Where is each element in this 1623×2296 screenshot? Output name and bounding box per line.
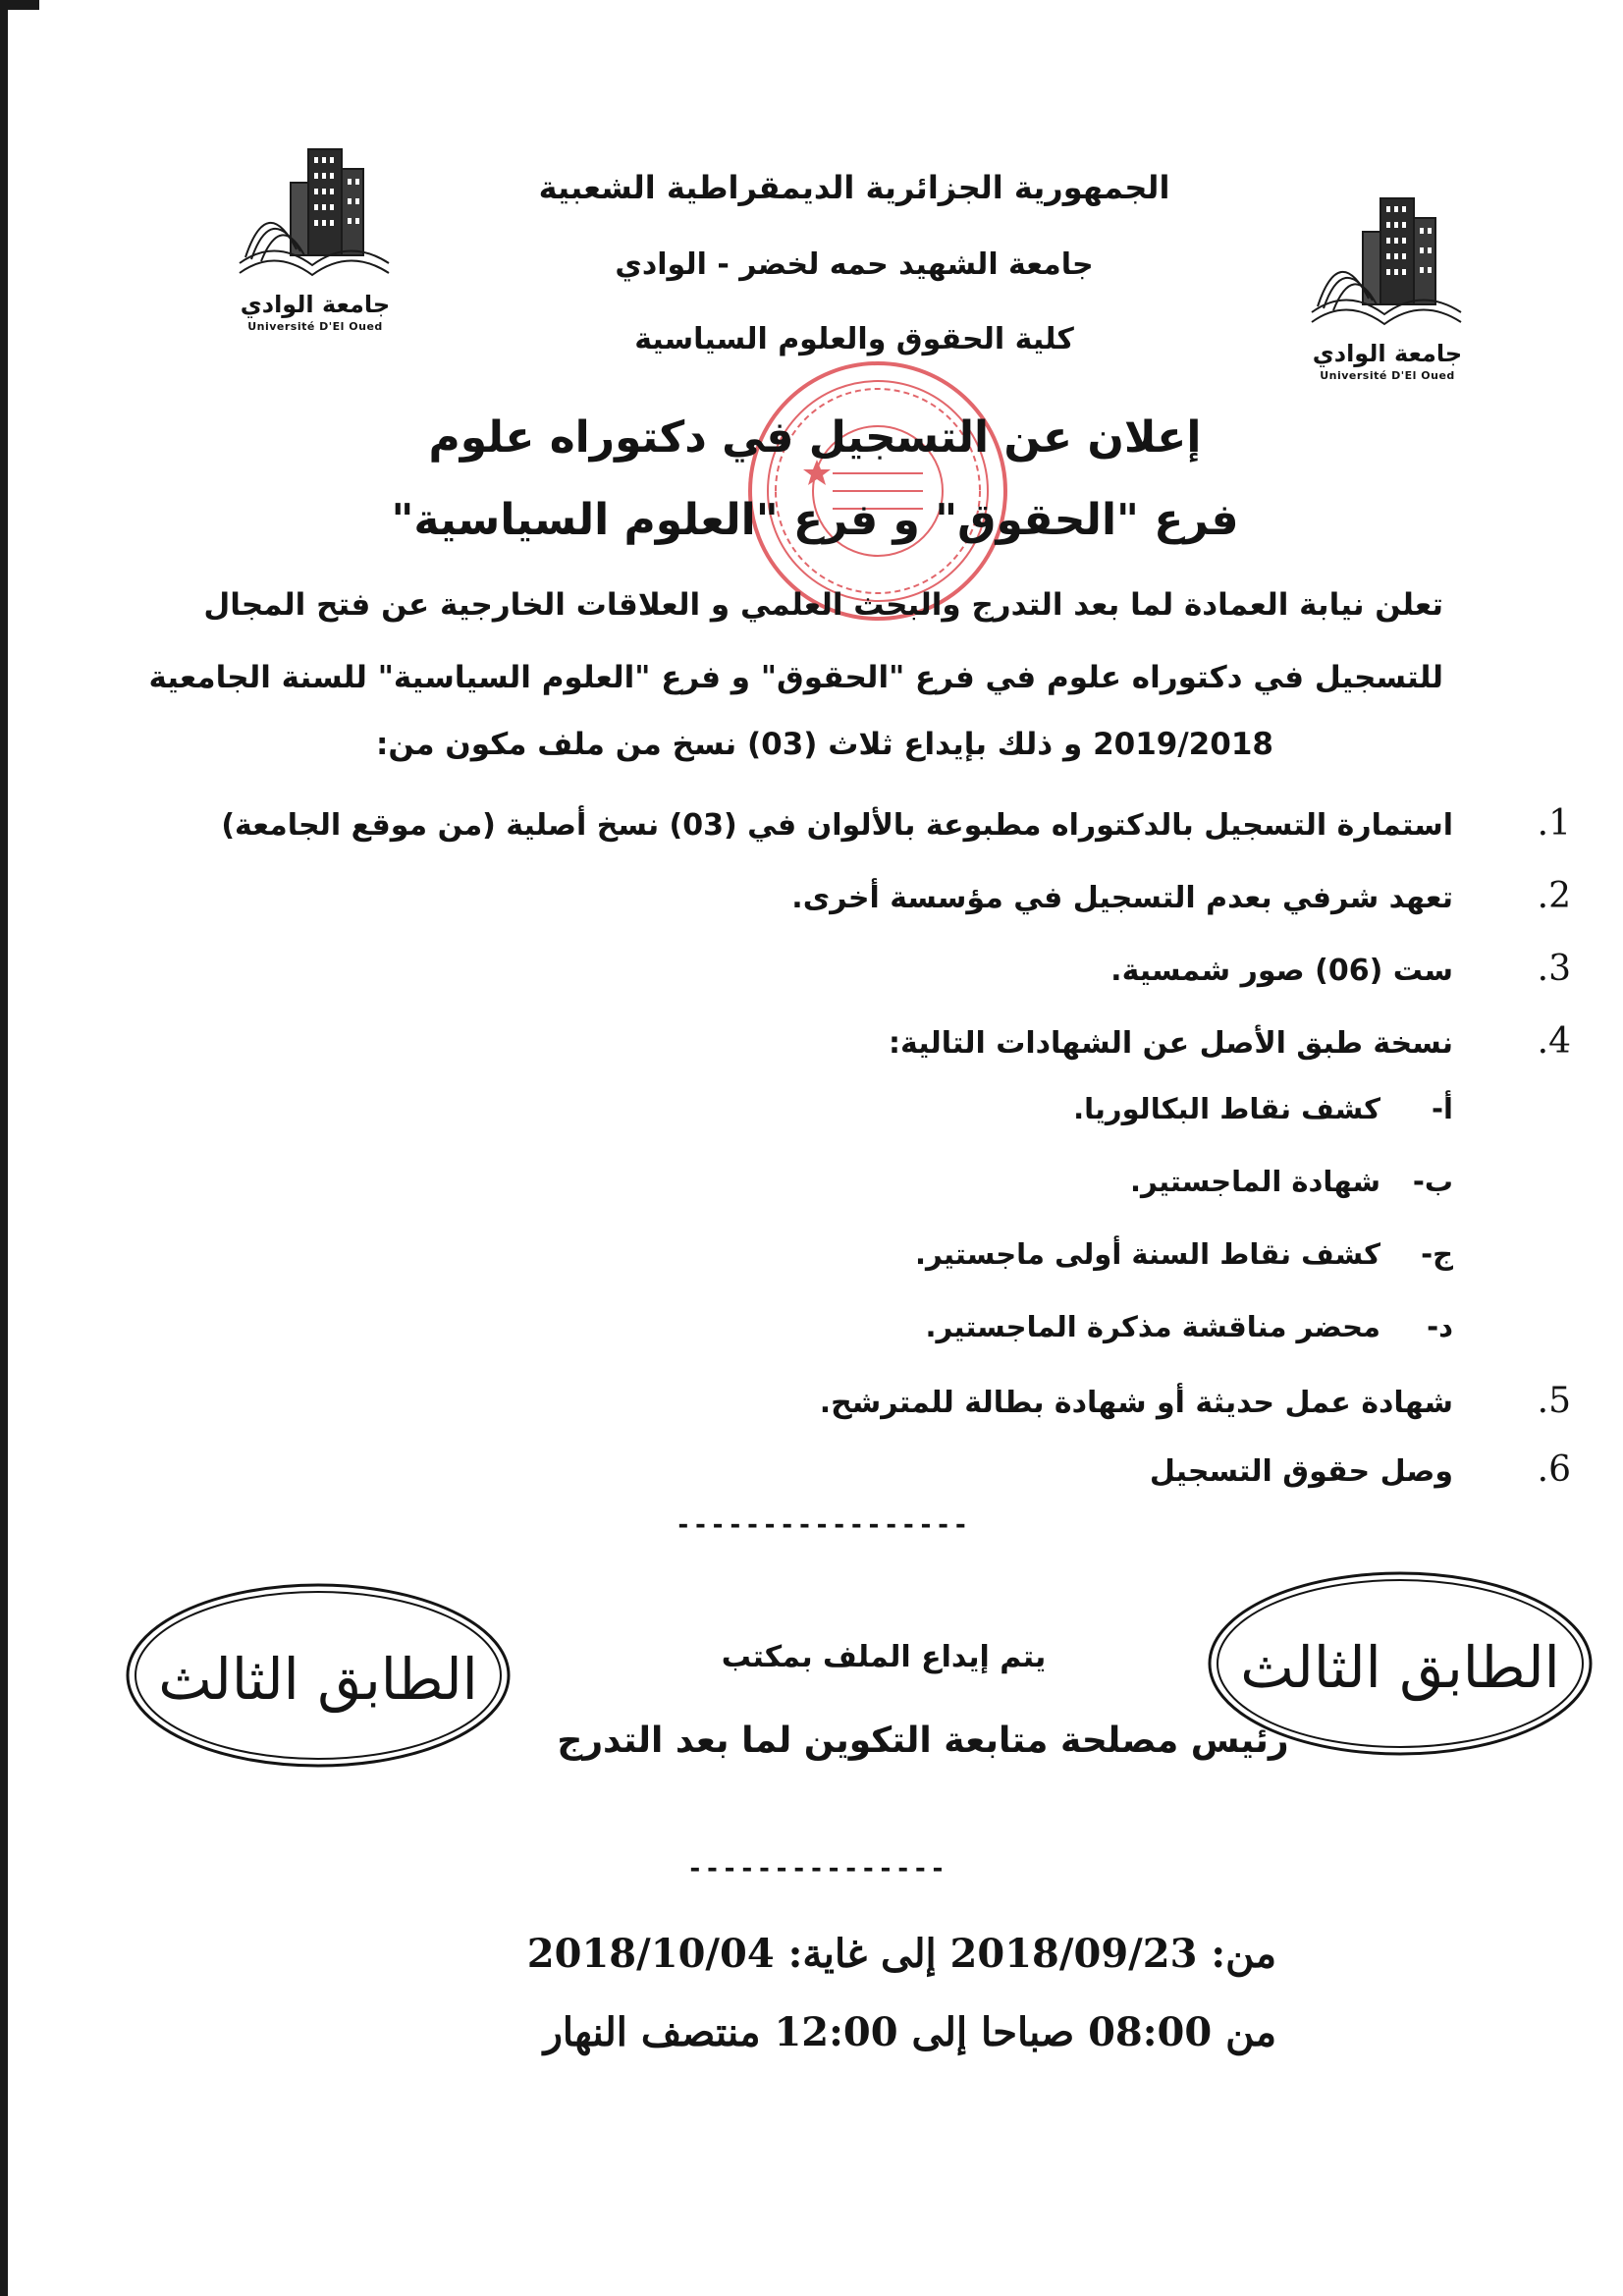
republic-name: الجمهورية الجزائرية الديمقراطية الشعبية	[538, 169, 1170, 206]
sub-item-text: شهادة الماجستير.	[1130, 1165, 1380, 1198]
list-item-text: تعهد شرفي بعدم التسجيل في مؤسسة أخرى.	[791, 881, 1453, 915]
building-logo-icon	[1304, 192, 1471, 340]
intro-line: للتسجيل في دكتوراه علوم في فرع "الحقوق" و فرع "العلوم السياسية" للسنة الجامعية	[148, 660, 1443, 695]
logo-french-name: Université D'El Oued	[247, 320, 383, 333]
list-item-number: 2.	[1537, 876, 1571, 916]
list-item-number: 4.	[1537, 1021, 1571, 1062]
list-item-text: ست (06) صور شمسية.	[1110, 954, 1453, 988]
announcement-subtitle: فرع "الحقوق" و فرع "العلوم السياسية"	[391, 495, 1239, 545]
divider: -----------------	[676, 1510, 971, 1540]
list-item-number: 3.	[1537, 949, 1571, 989]
scan-corner	[0, 0, 39, 10]
sub-list-item	[157, 1237, 1571, 1271]
logo-french-name: Université D'El Oued	[1320, 369, 1455, 382]
announcement-title: إعلان عن التسجيل في دكتوراه علوم	[428, 412, 1202, 463]
list-item-text: وصل حقوق التسجيل	[1149, 1454, 1453, 1489]
sub-list-item	[157, 1165, 1571, 1198]
faculty-name: كلية الحقوق والعلوم السياسية	[634, 322, 1074, 356]
list-item-number: 5.	[1537, 1381, 1571, 1421]
list-item-number: 1.	[1537, 803, 1571, 844]
intro-line: 2019/2018 و ذلك بإيداع ثلاث (03) نسخ من ملف مكون من:	[376, 727, 1273, 762]
scan-edge	[0, 0, 8, 2296]
list-item-text: نسخة طبق الأصل عن الشهادات التالية:	[889, 1026, 1453, 1061]
sub-item-letter: ب-	[1412, 1165, 1453, 1198]
sub-item-letter: د-	[1427, 1310, 1453, 1343]
list-item-text: استمارة التسجيل بالدكتوراه مطبوعة بالألوان في (03) نسخ أصلية (من موقع الجامعة)	[221, 808, 1453, 843]
list-item-number: 6.	[1537, 1449, 1571, 1490]
university-logo-right	[1304, 192, 1471, 382]
sub-list-item	[157, 1092, 1571, 1125]
intro-line: تعلن نيابة العمادة لما بعد التدرج والبحث العلمي و العلاقات الخارجية عن فتح المجال	[203, 587, 1443, 623]
sub-list-item	[157, 1310, 1571, 1343]
date-range: من: 2018/09/23 إلى غاية: 2018/10/04	[526, 1931, 1276, 1977]
list-item-text: شهادة عمل حديثة أو شهادة بطالة للمترشح.	[819, 1386, 1453, 1420]
list-item	[157, 876, 1571, 916]
floor-label: الطابق الثالث	[158, 1646, 478, 1713]
list-item	[157, 1381, 1571, 1421]
list-item	[157, 1021, 1571, 1062]
logo-arabic-name: جامعة الوادي	[240, 291, 391, 318]
sub-item-letter: أ-	[1432, 1092, 1453, 1125]
time-range: من 08:00 صباحا إلى 12:00 منتصف النهار	[543, 2009, 1276, 2055]
floor-label: الطابق الثالث	[1240, 1634, 1560, 1701]
floor-oval-left	[122, 1577, 514, 1774]
university-logo-left	[232, 143, 399, 333]
office-name: رئيس مصلحة متابعة التكوين لما بعد التدرج	[557, 1721, 1289, 1761]
sub-item-text: كشف نقاط السنة أولى ماجستير.	[914, 1237, 1380, 1271]
sub-item-letter: ج-	[1421, 1237, 1453, 1271]
list-item	[157, 1449, 1571, 1490]
university-name: جامعة الشهيد حمه لخضر - الوادي	[615, 247, 1094, 282]
divider: ---------------	[687, 1854, 947, 1884]
sub-item-text: محضر مناقشة مذكرة الماجستير.	[925, 1310, 1380, 1343]
sub-item-text: كشف نقاط البكالوريا.	[1073, 1092, 1380, 1125]
logo-arabic-name: جامعة الوادي	[1312, 340, 1463, 367]
building-logo-icon	[232, 143, 399, 291]
list-item	[157, 803, 1571, 844]
office-instruction: يتم إيداع الملف بمكتب	[721, 1640, 1047, 1674]
list-item	[157, 949, 1571, 989]
